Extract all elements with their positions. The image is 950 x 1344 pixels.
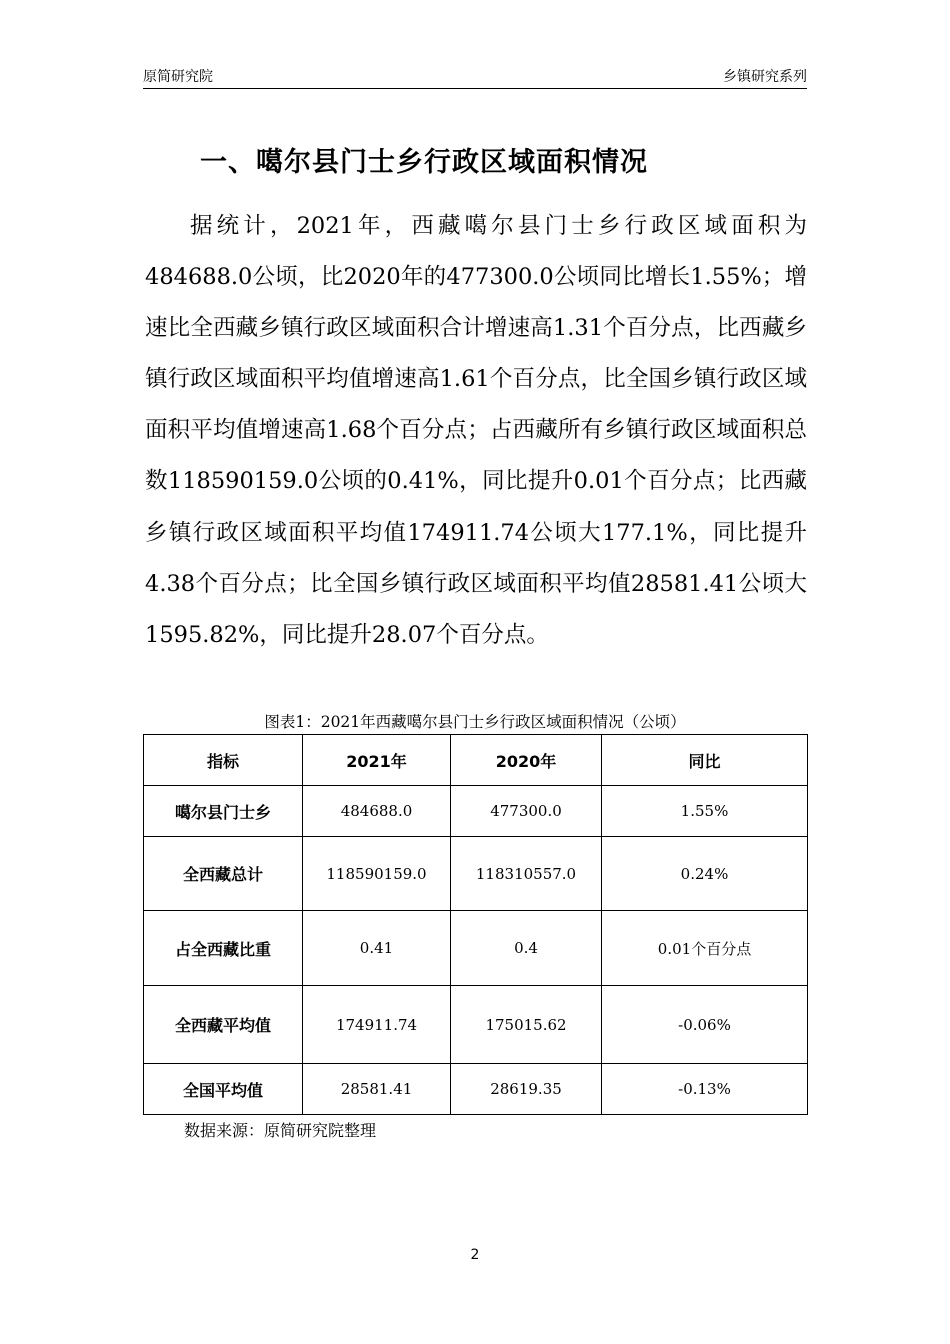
page-number: 2 [470,1247,480,1263]
row-label: 全西藏总计 [144,837,303,911]
table-cell: 118590159.0 [303,837,451,911]
table-row [144,986,808,1064]
table-cell: 28581.41 [303,1064,451,1115]
table-cell: 0.24% [602,837,808,911]
table-cell: 118310557.0 [451,837,602,911]
table-cell: -0.13% [602,1064,808,1115]
table-header-cell: 2020年 [451,735,602,786]
data-table [143,734,808,1115]
table-row [144,911,808,986]
table-cell: 174911.74 [303,986,451,1064]
table-header-row [144,735,808,786]
section-title: 一、噶尔县门士乡行政区域面积情况 [200,147,648,178]
row-label: 占全西藏比重 [144,911,303,986]
table-cell: 1.55% [602,786,808,837]
table-cell: 0.4 [451,911,602,986]
row-label: 全国平均值 [144,1064,303,1115]
row-label: 全西藏平均值 [144,986,303,1064]
table-header-cell: 2021年 [303,735,451,786]
header-divider [143,88,807,89]
row-label: 噶尔县门士乡 [144,786,303,837]
table-caption: 图表1：2021年西藏噶尔县门士乡行政区域面积情况（公顷） [264,713,686,731]
table-row [144,837,808,911]
page-header [143,66,807,88]
table-cell: 0.01个百分点 [602,911,808,986]
body-paragraph: 据统计，2021年，西藏噶尔县门士乡行政区域面积为484688.0公顷，比2020年的477300.0公顷同比增长1.55%；增速比全西藏乡镇行政区域面积合计增速高1.31个百分点，比西藏乡镇行政区域面积平均值增速高1.61个百分点，比全国乡镇行政区域面积平均值增速高1.68个百分点；占西藏所有乡镇行政区域面积总数118590159.0公顷的0.41%，同比提升0.01个百分点；比西藏乡镇行政区域面积平均值174911.74公顷大177.1%，同比提升4.38个百分点；比全国乡镇行政区域面积平均值28581.41公顷大1595.82%，同比提升28.07个百分点。 [145,213,807,648]
table-cell: 484688.0 [303,786,451,837]
table-header-cell: 指标 [144,735,303,786]
header-right: 乡镇研究系列 [723,69,807,85]
table-cell: 175015.62 [451,986,602,1064]
table-header-cell: 同比 [602,735,808,786]
table-row [144,786,808,837]
data-source-note: 数据来源：原简研究院整理 [184,1121,377,1140]
table-cell: 28619.35 [451,1064,602,1115]
table-cell: 0.41 [303,911,451,986]
header-left: 原简研究院 [143,69,213,85]
table-cell: 477300.0 [451,786,602,837]
table-cell: -0.06% [602,986,808,1064]
table-row [144,1064,808,1115]
